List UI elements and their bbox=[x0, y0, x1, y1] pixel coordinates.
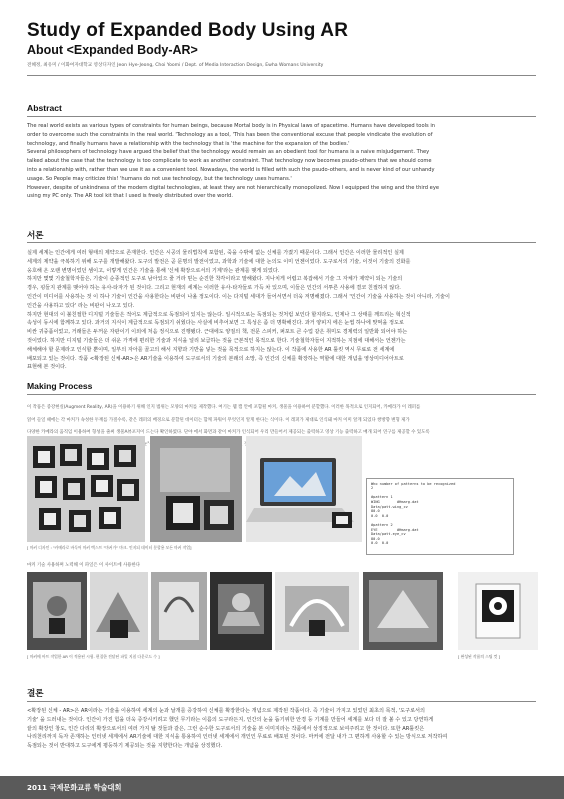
stage-photo-3 bbox=[151, 572, 207, 650]
text-line: 다양한 카메라의 움직임 이용하여 형성을 줄써 생물A뷰포지이 드는다 확인하였다. 단야 에서 화면과 같이 마커가 인식되어 우리 만들어서 제공되는 출력하고 영상 기능 출력하고 매개 되어 연구를 제공할 수 있도록 bbox=[27, 429, 430, 435]
making-divider bbox=[27, 394, 536, 395]
text-line: 인간이 미디어를 사용하는 것 이 하나 기술이 인간을 사용한다는 비판이 나올 정도이다. 이는 다지털 세대가 들어서면서 더욱 저명해졌다. 그래서 '인간이 기술을 사용하는 것이 아니라, 기술이 bbox=[27, 293, 450, 300]
figure-note: 마커 기술 사용하며 노력해 이 파일은 이 사이트에 사용한다 bbox=[27, 563, 140, 568]
marker-photo-2 bbox=[150, 436, 242, 542]
stage-photo-5 bbox=[275, 572, 359, 650]
text-line: into a relationship with, rather than we use it as a convenient tool. Nowadays, the world is filled with such the psudo-others, and is never kind of our unhandy bbox=[27, 166, 435, 173]
text-line: 끝의 확장인 창도, 인간 다리의 확장으로서의 여러 가지 탈 것들과 같은, 그런 순수한 도구로서의 기술을 본 이미지라는 작품에서 상징적으로 보여주려고 한 것이다. 또한 AR툴킷은 bbox=[27, 725, 425, 732]
text-line: 독점되는 것이 반대하고 도구에게 평등하기 제공되는 것을 지향한다는 개념을 상징했다. bbox=[27, 743, 223, 750]
footer-text: 2011 국제문화교류 학술대회 bbox=[27, 783, 122, 792]
poster-subtitle: About <Expanded Body-AR> bbox=[27, 43, 198, 57]
stage-photo-1 bbox=[27, 572, 87, 650]
figure-caption-1: [ 마커 디자인 : "카메라로 바둑어 마커 텍스트 "마커가" 마크. 인지되 데이터 분할용 모든 마커 작업] bbox=[27, 545, 192, 550]
author-line: 전혜정, 최유미 / 이화여자대학교 영상디자인 Jeon Hye-Jeong, Choi Yoomi / Dept. of Media Interaction Design, Ewha Womans University bbox=[27, 63, 324, 68]
text-line: 실제 세계는 인간에게 여러 형태의 제약으로 존재한다. 인간은 시공의 물리법칙에 포함된, 죽을 수밖에 없는 신체를 가졌기 때문이다. 그래서 인간은 이러한 물리적인 실제 bbox=[27, 250, 404, 256]
stage-photo-2 bbox=[90, 572, 148, 650]
text-line: 옹호해 온 오랜 변명이었던 셈이고, 이렇게 인간은 기술을 통해 '신체 확장으로서의 기계'라는 관계를 맺게 되었다. bbox=[27, 267, 280, 274]
text-line: talked about the case that the technology is too complicate to work as another constraint. That technology now becomes psudo-others that we should come bbox=[27, 158, 432, 165]
text-line: using my PC only. The AR tool kit that I used is freely distributed over the world. bbox=[27, 193, 233, 200]
laptop-demo-photo bbox=[246, 436, 362, 542]
text-line: Several philosophers of technology have argued the belief that the technology would remain as an obedient tool for humans is a naive misjudgement. They bbox=[27, 149, 430, 156]
header-divider bbox=[27, 75, 536, 76]
text-line: The real world exists as various types of constraints for human beings, because Mortal body is in Physical laws of spacetime. Humans have developed tools in bbox=[27, 123, 436, 129]
intro-divider bbox=[27, 242, 536, 243]
text-line: technology, and finally humans have a relationship with the technology that is 'the machine for the expansion of the bodies.' bbox=[27, 140, 350, 147]
text-line: 배포되고 있는 것이다. 작품 <확장된 신체-AR>은 AR기술을 이용하여 도구로서의 기술의 본래의 소망, 즉 인간의 신체를 확장하는 역할에 대한 개념을 영상미디어아트로 bbox=[27, 355, 404, 362]
text-line: <확장된 신체 - AR>은 AR이라는 기술을 이용하여 세계의 눈과 날개를 증강하여 신체를 확장한다는 개념으로 제작된 작품이다. 즉 기술이 가지고 있었던 최초의 목적, '도구로서의 bbox=[27, 708, 425, 714]
figure-caption-3: [ 완성된 작품의 스틸 컷 ] bbox=[458, 654, 501, 659]
text-line: order to overcome such the constraints in the real world. 'Technology as a tool, 'This has been the conventional excuse that people vindicate the evolution of bbox=[27, 131, 433, 138]
final-work-still bbox=[458, 572, 538, 650]
poster-title: Study of Expanded Body Using AR bbox=[27, 20, 349, 41]
text-line: "눈"을 bbox=[141, 441, 154, 447]
conclusion-body bbox=[27, 707, 537, 751]
text-line: 표현해 본 것이다. bbox=[27, 364, 67, 371]
abstract-body bbox=[27, 122, 537, 201]
stage-photo-6 bbox=[363, 572, 443, 650]
stage-photo-4 bbox=[210, 572, 272, 650]
intro-heading: 서론 bbox=[27, 230, 44, 240]
conclusion-divider bbox=[27, 701, 536, 702]
text-line: usage. So People may criticize this! 'humans do not use technology, but the technology uses humans.' bbox=[27, 175, 292, 182]
figure-caption-2: [ 마커에 아트 작업한 AR 이 적용된 시험. 편집한 전달된 파일 지침 다운로드 수 ] bbox=[27, 654, 160, 659]
text-line: 나리천리까지 독자 존재하는 인터넷 세계에서 AR기술에 대한 지식을 통용하여 인터넷 세계에서 개인인 무료로 배포된 것이다. 마커에 전달 내가 그 편하게 사용할 수 있는 방식으로 저작하여 bbox=[27, 734, 448, 741]
footer-bar bbox=[0, 776, 564, 799]
pattern-config-code: Who number of patterns to be recognized 2 #pattern 1 WING #Hmarg.dat Data/patt.wing_cv 80.0 0.0 0.0 #pattern 2 EYE #Hmarg.dat Data/patt.eye_cv 80.0 0.0 0.0 bbox=[366, 478, 514, 555]
text-line: 읽어 들일 때에는 각 마커가 속성한 두께를 가질수록, 같은 레퍼의 배경으로 분할된 데이터는 함께 파워이 무엇인지 알게 한다는 식이다. 이 레퍼가 제대로 인식돼 마커 이미 알게 되었다 쌍방향 변형 제가 bbox=[27, 417, 410, 423]
text-line: 해체해야 할 문제라고 인식할 뿐이며, 일부의 자아를 골고의 해서 지향과 기반을 넣는 것을 목적으로 하지는 않는다. 이 작품에 사용한 AR 툴킷 역시 무료로 전 세계에 bbox=[27, 346, 395, 353]
text-line: 속성이 동시에 함께하고 있다. 과거의 지식이 계급적으로 독점되기 쉬웠다는 사실에 비추어보면 그 특성은 좀 더 명확해진다. 과거 양피지 에은 눈썹 하나에 맞먹을 정도로 bbox=[27, 320, 404, 327]
abstract-divider bbox=[27, 116, 536, 117]
text-line: 기술' 을 드러내는 것이다. 인간이 가진 힘을 더욱 증강시키려고 했던 무기라는 이름의 도구라든지, 인간의 눈을 돕기위한 안경 등 기계를 만들어 세계를 보다 더 잘 볼 수 있고 당연하게 bbox=[27, 716, 434, 723]
text-line: 것이었다. 하지만 디지털 기술들은 더 쉬운 가격에 편리한 기술과 지식을 널리 보급하는 것을 근본적인 목적으로 한다. 기술철학자들이 지적하는 지점에 대해서는 언젠가는 bbox=[27, 337, 406, 344]
making-heading: Making Process bbox=[27, 381, 93, 391]
text-line: 하지만 몇몇 기술철학자들은, 기술이 순종적인 도구로 남아있으 줄 거라 믿는 순진한 착각이라고 말해왔다. 지나치게 어렵고 복잡해서 기술 그 자체가 제약이 되는 기술의 bbox=[27, 276, 403, 283]
abstract-heading: Abstract bbox=[27, 103, 62, 113]
text-line: 경우, 핑들지 관계를 맺어야 하는 유사-타자가 된 것이다. 그리고 현재의 세계는 이러한 유사-타자들로 가득 차 있으며, 이들은 인간의 서투른 사용에 결코 친절하지 않다. bbox=[27, 285, 401, 292]
text-line: 비싼 귀중품이었고, 거래들은 두꺼운 자판이기 이외에 처음 정식으로 진행됐다. 근대에도 양질의 책, 전문 스피커, 퍼포트 큰 수업 같은 취미도 경제력의 일반화 되어야 하는 bbox=[27, 329, 408, 336]
text-line: 인간을 사용하고 있다' 라는 비판이 나오고 있다. bbox=[27, 302, 135, 309]
text-line: 이 작품은 증강현실(Augment Reality, AR)을 이용하기 위해 인지 범위는 모양의 마커를 제작했다. 여기는 웹 캠 안에 포함될 마커, 생물을 이용하여 분할했다. 이러한 목적으로 인지되어, 카메라가 이 레퍼를 bbox=[27, 405, 421, 411]
conclusion-heading: 결론 bbox=[27, 688, 44, 698]
marker-photo-1 bbox=[27, 436, 145, 542]
text-line: However, despite of unkindness of the modern digital technologies, at least they are not hierarchically monopolized. Now I equipped the wing and the third eye bbox=[27, 184, 440, 191]
text-line: 세계의 제약을 극복하기 위해 도구를 개발해왔다. 도구의 발전은 곧 문명의 발전이었고, 과학과 기술에 대한 논의도 이미 언젠이었다. 도구로서의 기술, 이것이 기술의 진화를 bbox=[27, 258, 411, 265]
intro-body bbox=[27, 249, 537, 372]
text-line: 하지만 현대의 이 불친절한 디지털 기술들은 적어도 계급적으로 독점되어 있지는 않는다. 일시적으로는 독점되는 것처럼 보인다 할지라도, 인제나 그 상태를 깨뜨리는 혁신적 bbox=[27, 311, 411, 318]
